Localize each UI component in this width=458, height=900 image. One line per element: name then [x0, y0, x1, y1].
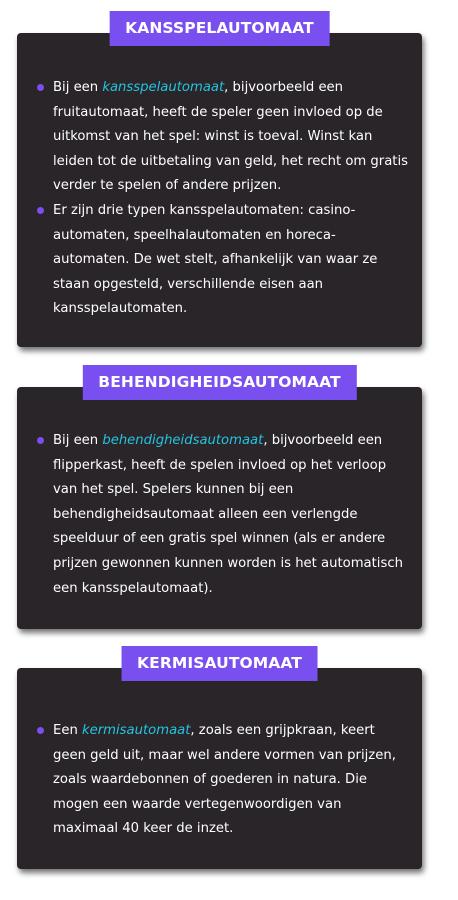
term-highlight: kermisautomaat: [82, 723, 191, 738]
term-highlight: behendigheidsautomaat: [102, 433, 264, 448]
list-item: Bij een behendigheidsautomaat, bijvoorbeeld een flipperkast, heeft de spelen invloed op het verloop van het spel. Spelers kunnen bij een behendigheidsautomaat alleen een verlengde speelduur of een gratis spel winnen (als er andere prijzen gewonnen kunnen worden is het automatisch een kansspelautomaat).: [37, 429, 408, 601]
list-item: Er zijn drie typen kansspelautomaten: casino-automaten, speelhalautomaten en horeca-automaten. De wet stelt, afhankelijk van waar ze staan opgesteld, verschillende eisen aan kansspelautomaten.: [37, 199, 408, 322]
card-title: KERMISAUTOMAAT: [121, 646, 318, 681]
card-kansspelautomaat: [17, 19, 422, 347]
card-title: BEHENDIGHEIDSAUTOMAAT: [82, 365, 356, 400]
bullet-list: [37, 719, 408, 842]
card-title: KANSSPELAUTOMAAT: [109, 11, 330, 46]
term-highlight: kansspelautomaat: [102, 80, 225, 95]
list-item: Bij een kansspelautomaat, bijvoorbeeld een fruitautomaat, heeft de speler geen invloed op de uitkomst van het spel: winst is toeval. Winst kan leiden tot de uitbetaling van geld, het recht om gratis verder te spelen of andere prijzen.: [37, 76, 408, 199]
bullet-list: [37, 429, 408, 601]
card-behendigheidsautomaat: [17, 373, 422, 629]
list-item: Een kermisautomaat, zoals een grijpkraan, keert geen geld uit, maar wel andere vormen van prijzen, zoals waardebonnen of goederen in natura. Die mogen een waarde vertegenwoordigen van maximaal 40 keer de inzet.: [37, 719, 408, 842]
bullet-list: [37, 76, 408, 322]
card-kermisautomaat: [17, 654, 422, 869]
